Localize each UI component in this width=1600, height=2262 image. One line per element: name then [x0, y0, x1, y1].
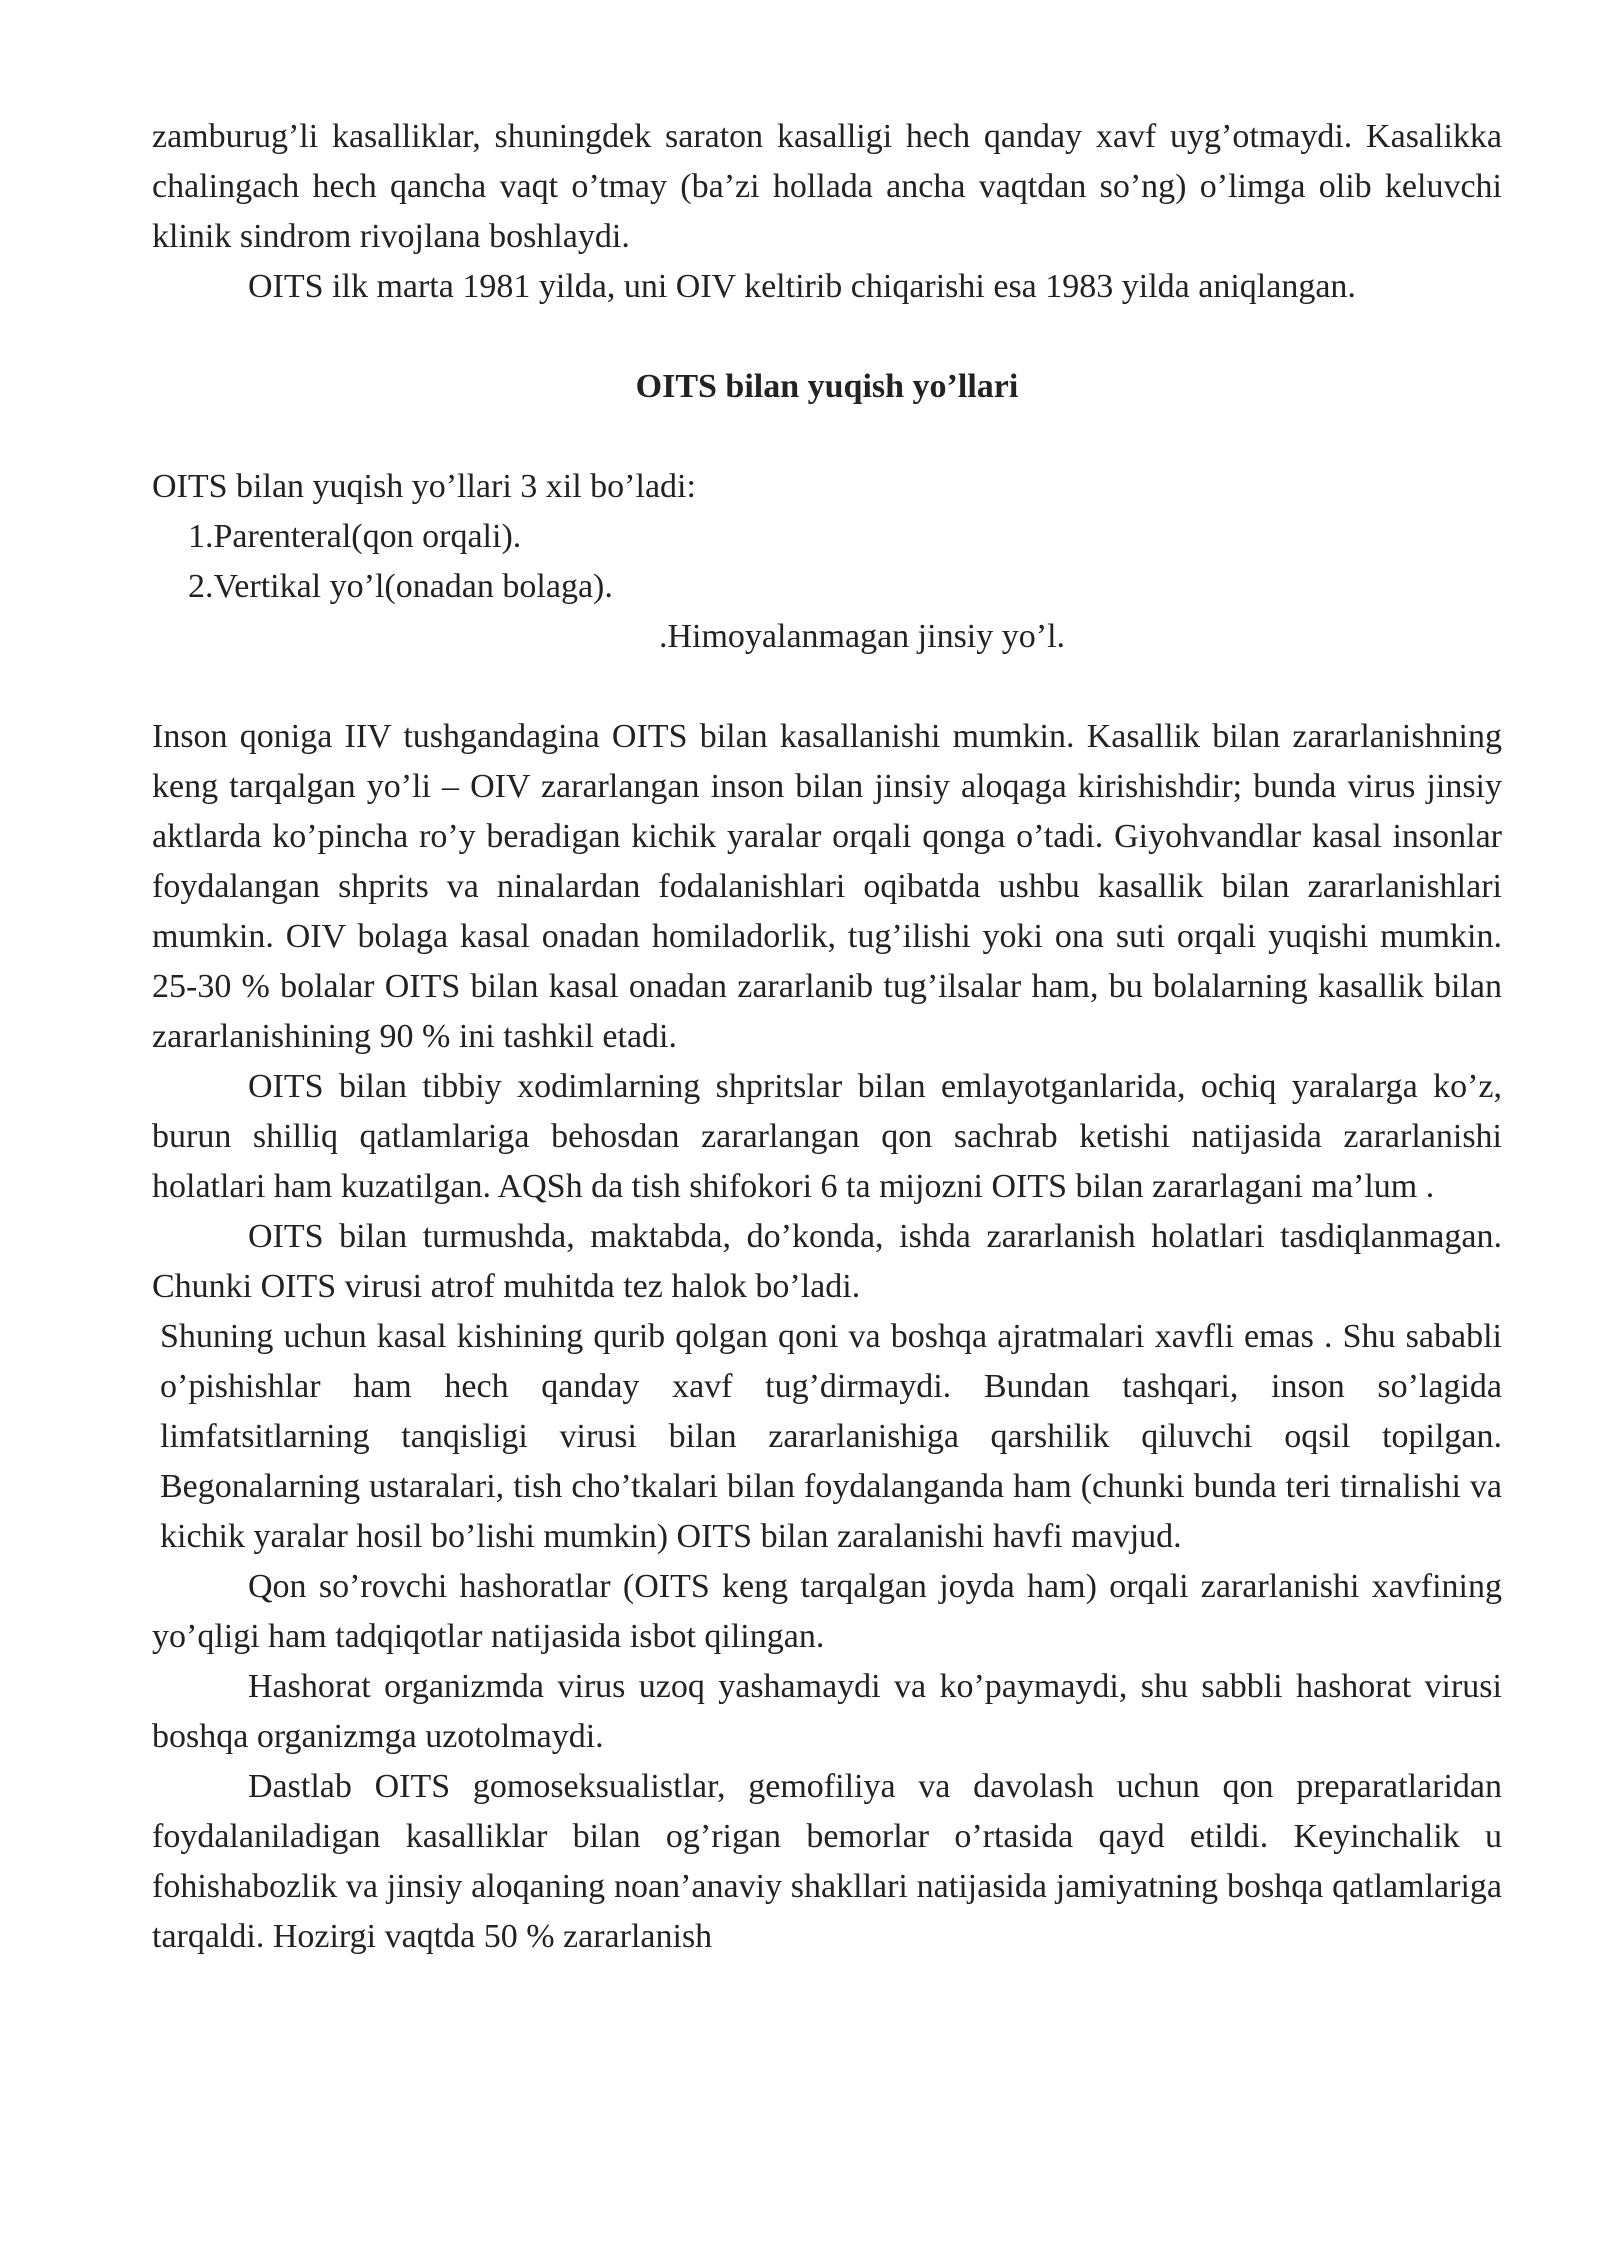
body-paragraph: Hashorat organizmda virus uzoq yashamaydi va ko’paymaydi, shu sabbli hashorat virusi boshqa organizmga uzotolmaydi. [152, 1668, 1502, 1755]
section-heading: OITS bilan yuqish yo’llari [635, 368, 1019, 405]
document-page [152, 112, 1502, 1962]
list-item: .Himoyalanmagan jinsiy yo’l. [658, 618, 1066, 655]
body-paragraph: OITS bilan turmushda, maktabda, do’konda, ishda zararlanish holatlari tasdiqlanmagan. Chunki OITS virusi atrof muhitda tez halok bo’ladi. [152, 1218, 1502, 1305]
history-paragraph: OITS ilk marta 1981 yilda, uni OIV keltirib chiqarishi esa 1983 yilda aniqlangan. [248, 268, 1356, 305]
intro-paragraph: zamburug’li kasalliklar, shuningdek saraton kasalligi hech qanday xavf uyg’otmaydi. Kasalikka chalingach hech qancha vaqt o’tmay (ba’zi hollada ancha vaqtdan so’ng) o’limga olib keluvchi klinik sindrom rivojlana boshlaydi. [152, 118, 1502, 255]
body-paragraph: Qon so’rovchi hashoratlar (OITS keng tarqalgan joyda ham) orqali zararlanishi xavfining yo’qligi ham tadqiqotlar natijasida isbot qilingan. [152, 1568, 1502, 1655]
body-paragraph: Inson qoniga IIV tushgandagina OITS bilan kasallanishi mumkin. Kasallik bilan zararlanishning keng tarqalgan yo’li – OIV zararlangan inson bilan jinsiy aloqaga kirishishdir; bunda virus jinsiy aktlarda ko’pincha ro’y beradigan kichik yaralar orqali qonga o’tadi. Giyohvandlar kasal insonlar foydalangan shprits va ninalardan fodalanishlari oqibatda ushbu kasallik bilan zararlanishlari mumkin. OIV bolaga kasal onadan homiladorlik, tug’ilishi yoki ona suti orqali yuqishi mumkin. 25-30 % bolalar OITS bilan kasal onadan zararlanib tug’ilsalar ham, bu bolalarning kasallik bilan zararlanishining 90 % ini tashkil etadi. [152, 718, 1502, 1055]
body-paragraph: OITS bilan tibbiy xodimlarning shpritslar bilan emlayotganlarida, ochiq yaralarga ko’z, burun shilliq qatlamlariga behosdan zararlangan qon sachrab ketishi natijasida zararlanishi holatlari ham kuzatilgan. AQSh da tish shifokori 6 ta mijozni OITS bilan zararlagani ma’lum . [152, 1068, 1502, 1205]
list-item: 2.Vertikal yo’l(onadan bolaga). [188, 568, 613, 605]
list-intro: OITS bilan yuqish yo’llari 3 xil bo’ladi: [152, 468, 696, 505]
body-paragraph: Dastlab OITS gomoseksualistlar, gemofiliya va davolash uchun qon preparatlaridan foydalaniladigan kasalliklar bilan og’rigan bemorlar o’rtasida qayd etildi. Keyinchalik u fohishabozlik va jinsiy aloqaning noan’anaviy shakllari natijasida jamiyatning boshqa qatlamlariga tarqaldi. Hozirgi vaqtda 50 % zararlanish [152, 1768, 1502, 1955]
body-paragraph: Shuning uchun kasal kishining qurib qolgan qoni va boshqa ajratmalari xavfli emas . Shu sababli o’pishishlar ham hech qanday xavf tug’dirmaydi. Bundan tashqari, inson so’lagida limfatsitlarning tanqisligi virusi bilan zararlanishiga qarshilik qiluvchi oqsil topilgan. Begonalarning ustaralari, tish cho’tkalari bilan foydalanganda ham (chunki bunda teri tirnalishi va kichik yaralar hosil bo’lishi mumkin) OITS bilan zaralanishi havfi mavjud. [160, 1318, 1502, 1555]
list-item: 1.Parenteral(qon orqali). [188, 518, 522, 555]
